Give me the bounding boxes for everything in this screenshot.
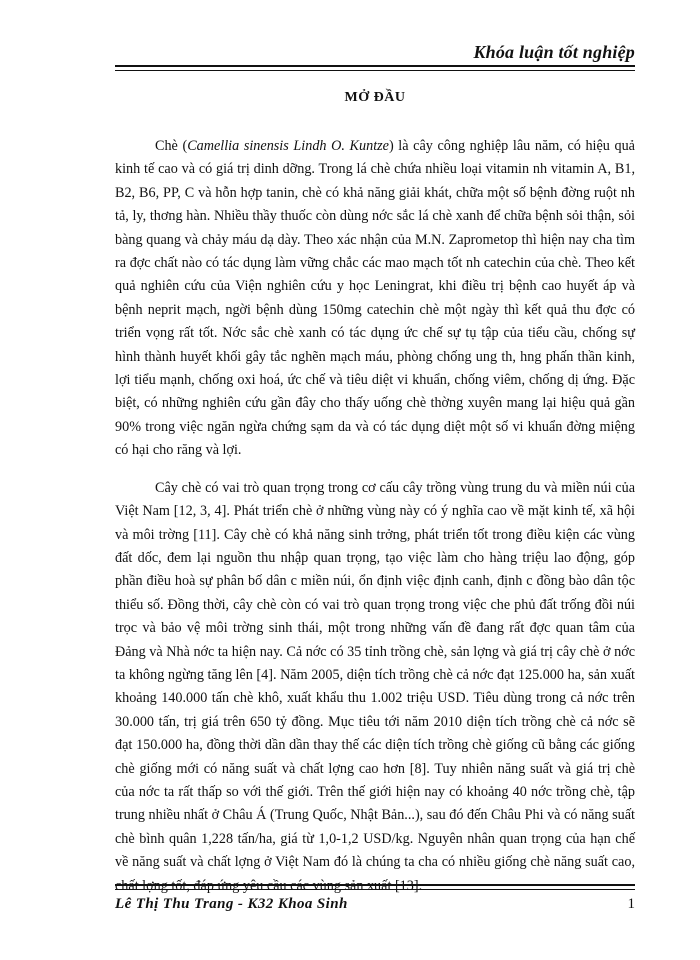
footer-rule <box>115 884 635 890</box>
page-number: 1 <box>627 896 635 912</box>
body-text <box>115 135 635 912</box>
page-header <box>115 38 635 70</box>
paragraph-1-intro: Chè ( <box>155 138 188 154</box>
footer-author: Lê Thị Thu Trang - K32 Khoa Sinh <box>115 896 348 912</box>
page-footer <box>115 884 635 924</box>
header-title: Khóa luận tốt nghiệp <box>473 42 635 62</box>
paragraph-2: Cây chè có vai trò quan trọng trong cơ cấu cây trồng vùng trung du và miền núi của Việt Nam [12, 3, 4]. Phát triển chè ở những vùng này có ý nghĩa cao về mặt kinh tế, xã hội và môi trờng [11]. Cây chè có khả năng sinh trởng, phát triển tốt trong điều kiện các vùng đất dốc, đem lại nguồn thu nhập quan trọng, tạo việc làm cho hàng triệu lao động, góp phần điều hoà sự phân bố dân c miền núi, ổn định việc định canh, định c đồng bào dân tộc thiểu số. Đồng thời, cây chè còn có vai trò quan trọng trong việc che phủ đất trống đồi núi trọc và bảo vệ môi trờng sinh thái, một trong những vấn đề đang rất đợc quan tâm của Đảng và Nhà nớc ta hiện nay. Cả nớc có 35 tỉnh trồng chè, sản lợng và giá trị cây chè ở nớc ta không ngừng tăng lên [4]. Năm 2005, diện tích trồng chè cả nớc đạt 125.000 ha, sản xuất khoảng 140.000 tấn chè khô, xuất khẩu thu 1.002 triệu USD. Tiêu dùng trong cả nớc trên 30.000 tấn, trị giá trên 650 tỷ đồng. Mục tiêu tới năm 2010 diện tích trồng chè cả nớc sẽ đạt 150.000 ha, đồng thời dần dần thay thế các diện tích trồng chè giống cũ bằng các giống chè giống mới có năng suất và chất lợng cao hơn [8]. Tuy nhiên năng suất và giá trị chè của nớc ta rất thấp so với thế giới. Trên thế giới hiện nay có khoảng 40 nớc trồng chè, tập trung nhiều nhất ở Châu Á (Trung Quốc, Nhật Bản...), sau đó đến Châu Phi và có năng suất chè bình quân 1,228 tấn/ha, giá từ 1,0-1,2 USD/kg. Nguyên nhân quan trọng của hạn chế về năng suất và chất lợng ở Việt Nam đó là chúng ta cha có nhiều giống chè năng suất cao, chất lợng tốt, đáp ứng yêu cầu các vùng sản xuất [13]. <box>115 479 635 894</box>
latin-species-name: Camellia sinensis Lindh O. Kuntze <box>187 138 389 154</box>
paragraph-1-text: ) là cây công nghiệp lâu năm, có hiệu quả kinh tế cao và có giá trị dinh dỡng. Trong lá chè chứa nhiều loại vitamin nh vitamin A, B1, B2, B6, PP, C và hỗn hợp tanin, chè có khả năng giải khát, chữa một số bệnh đờng ruột nh tả, ly, thơng hàn. Nhiều thầy thuốc còn dùng nớc sắc lá chè xanh để chữa bệnh sỏi thận, sỏi bàng quang và chảy máu dạ dày. Theo xác nhận của M.N. Zaprometop thì hiện nay cha tìm ra đợc chất nào có tác dụng làm vững chắc các mao mạch tốt nh catechin của chè. Theo kết quả nghiên cứu của Viện nghiên cứu y học Leningrat, khi điều trị bệnh cao huyết áp và bệnh neprit mạch, ngời bệnh dùng 150mg catechin chè một ngày thì kết quả thu đợc có triển vọng rất tốt. Nớc sắc chè xanh có tác dụng ức chế sự tụ tập của tiểu cầu, chống sự hình thành huyết khối gây tắc nghẽn mạch máu, phòng chống ung th, hng phấn thần kinh, lợi tiểu mạnh, chống oxi hoá, ức chế và tiêu diệt vi khuẩn, chống viêm, chống dị ứng. Đặc biệt, có những nghiên cứu gần đây cho thấy uống chè thờng xuyên mang lại hiệu quả gần 90% trong việc ngăn ngừa chứng sạm da và có tác dụng diệt một số vi khuẩn đờng miệng có hại cho răng và lợi. <box>115 138 635 459</box>
paragraph-1 <box>115 135 635 463</box>
page-title: MỞ ĐẦU <box>344 90 406 105</box>
header-rule <box>115 65 635 71</box>
